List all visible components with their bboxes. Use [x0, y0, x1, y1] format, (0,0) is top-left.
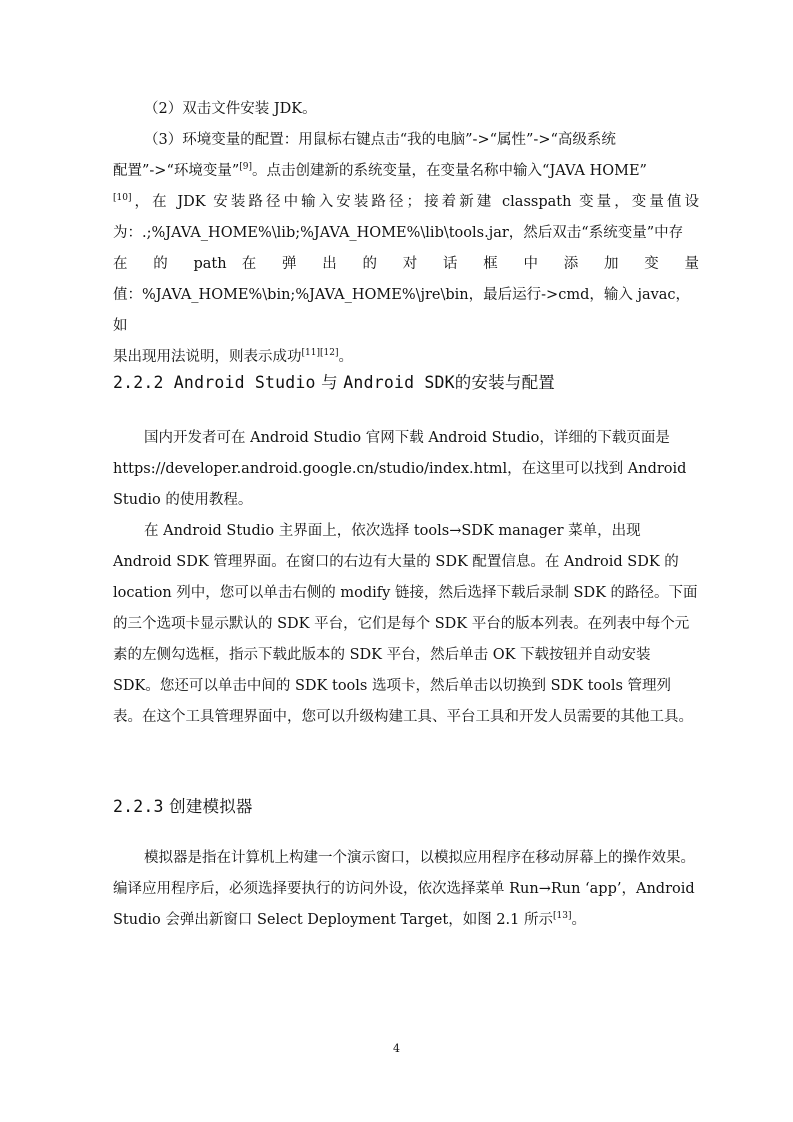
citation: [11][12] — [301, 348, 339, 358]
paragraph-install-jdk — [113, 94, 699, 125]
text: 为：.;%JAVA_HOME%\lib;%JAVA_HOME%\lib\tools.jar，然后双击“系统变量”中存 — [113, 225, 684, 241]
text: 模拟器是指在计算机上构建一个演示窗口，以模拟应用程序在移动屏幕上的操作效果。编译应用程序后，必须选择要执行的访问外设，依次选择菜单 Run→Run ‘app’，Android Studio 会弹出新窗口 Select Deployment Target，如图 2.1 所示 — [113, 850, 695, 928]
citation: [9] — [239, 162, 253, 172]
text: 在 Android Studio 主界面上，依次选择 tools→SDK manager 菜单，出现 Android SDK 管理界面。在窗口的右边有大量的 SDK 配置信息。在 Android SDK 的 location 列中，您可以单击右侧的 modify 链接，然后选择下载后录制 SDK 的路径。下面的三个选项卡显示默认的 SDK 平台，它们是每个 SDK 平台的版本列表。在列表中每个元素的左侧勾选框，指示下载此版本的 SDK 平台，然后单击 OK 下载按钮并自动安装 SDK。您还可以单击中间的 SDK tools 选项卡，然后单击以切换到 SDK tools 管理列表。在这个工具管理界面中，您可以升级构建工具、平台工具和开发人员需要的其他工具。 — [113, 523, 698, 725]
text: ，在 JDK 安装路径中输入安装路径；接着新建 classpath 变量，变量值设 — [131, 194, 699, 210]
text: 配置”->“环境变量” — [113, 163, 240, 179]
text-line — [113, 218, 699, 249]
text: 国内开发者可在 Android Studio 官网下载 Android Studio，详细的下载页面是 https://developer.android.google.cn/studio/index.html，在这里可以找到 Android Studio 的使用教程。 — [113, 430, 687, 508]
text-line — [113, 156, 699, 187]
text-line — [113, 249, 699, 280]
paragraph-emulator — [113, 843, 699, 936]
text-line — [113, 342, 699, 373]
heading-text: 2.2.3 — [113, 797, 164, 816]
page-number: 4 — [393, 1042, 400, 1055]
section-heading-2-2-2 — [113, 372, 555, 394]
section-heading-2-2-3 — [113, 796, 253, 818]
text-line — [113, 125, 699, 156]
paragraph-env-vars — [113, 125, 699, 373]
heading-text: 创建模拟器 — [169, 797, 253, 816]
text: （3）环境变量的配置：用鼠标右键点击“我的电脑”->“属性”->“高级系统 — [144, 132, 616, 148]
citation: [13] — [553, 911, 572, 921]
heading-text: 2.2.2 Android Studio — [113, 373, 316, 392]
heading-text: 的安装与配置 — [454, 373, 555, 392]
text: 在 的 path 在 弹 出 的 对 话 框 中 添 加 变 量 — [113, 256, 699, 272]
text: 值：%JAVA_HOME%\bin;%JAVA_HOME%\jre\bin，最后运行->cmd，输入 javac，如 — [113, 287, 691, 334]
text: （2）双击文件安装 JDK。 — [144, 101, 317, 117]
text-line — [113, 280, 699, 342]
paragraph-sdk-manager — [113, 516, 699, 733]
text: 。 — [571, 912, 586, 928]
text-line — [113, 187, 699, 218]
heading-text: Android SDK — [343, 373, 455, 392]
text: 。点击创建新的系统变量，在变量名称中输入“JAVA HOME” — [252, 163, 647, 179]
citation: [10] — [113, 193, 132, 203]
paragraph-download — [113, 423, 699, 516]
heading-text: 与 — [321, 373, 338, 392]
text: 。 — [338, 349, 353, 365]
text: 果出现用法说明，则表示成功 — [113, 349, 302, 365]
